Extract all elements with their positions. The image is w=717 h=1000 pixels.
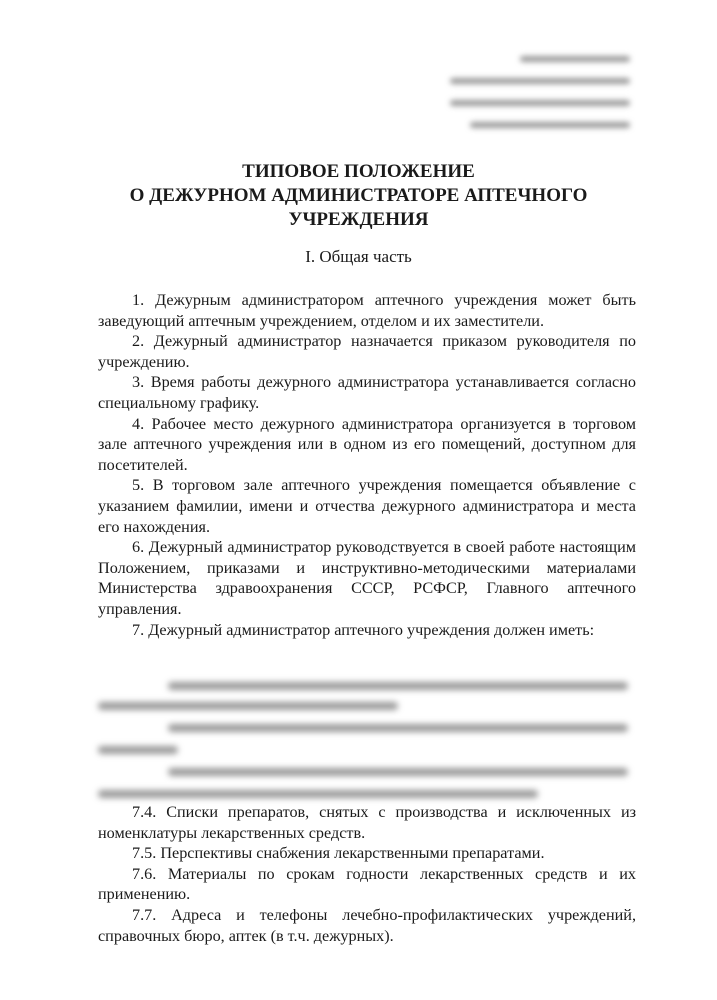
title-line-2: О ДЕЖУРНОМ АДМИНИСТРАТОРЕ АПТЕЧНОГО: [129, 185, 588, 206]
section-heading: I. Общая часть: [305, 247, 412, 266]
paragraph-7: 7. Дежурный администратор аптечного учреждения должен иметь:: [132, 620, 595, 639]
paragraph-5: 5. В торговом зале аптечного учреждения помещается объявление с указанием фамилии, имени и отчества дежурного администратора и места его нахождения.: [98, 476, 636, 536]
item-7-5: 7.5. Перспективы снабжения лекарственными препаратами.: [132, 844, 545, 863]
paragraph-4: 4. Рабочее место дежурного администратора организуется в торговом зале аптечного учреждения или в одном из его помещений, доступном для посетителей.: [98, 414, 636, 474]
document-body: [98, 290, 636, 640]
paragraph-3: 3. Время работы дежурного администратора устанавливается согласно специальному графику.: [98, 373, 636, 412]
title-line-3: УЧРЕЖДЕНИЯ: [288, 209, 429, 230]
item-7-7: 7.7. Адреса и телефоны лечебно-профилактических учреждений, справочных бюро, аптек (в т.ч. дежурных).: [98, 905, 636, 945]
blurred-approval-stamp: [430, 50, 640, 140]
paragraph-1: 1. Дежурным администратором аптечного учреждения может быть заведующий аптечным учреждением, отделом и их заместители.: [98, 291, 636, 330]
paragraph-2: 2. Дежурный администратор назначается приказом руководителя по учреждению.: [98, 332, 636, 371]
item-7-4: 7.4. Списки препаратов, снятых с производства и исключенных из номенклатуры лекарственных средств.: [98, 803, 636, 842]
paragraph-6: 6. Дежурный администратор руководствуется в своей работе настоящим Положением, приказами и инструктивно-методическими материалами Министерства здравоохранения СССР, РСФСР, Главного аптечного управления.: [98, 538, 636, 618]
document-title: [60, 160, 657, 232]
item-7-6: 7.6. Материалы по срокам годности лекарственных средств и их применению.: [98, 864, 636, 904]
document-body-continued: [98, 802, 636, 946]
title-line-1: ТИПОВОЕ ПОЛОЖЕНИЕ: [242, 161, 475, 182]
blurred-text-region: [98, 672, 638, 800]
